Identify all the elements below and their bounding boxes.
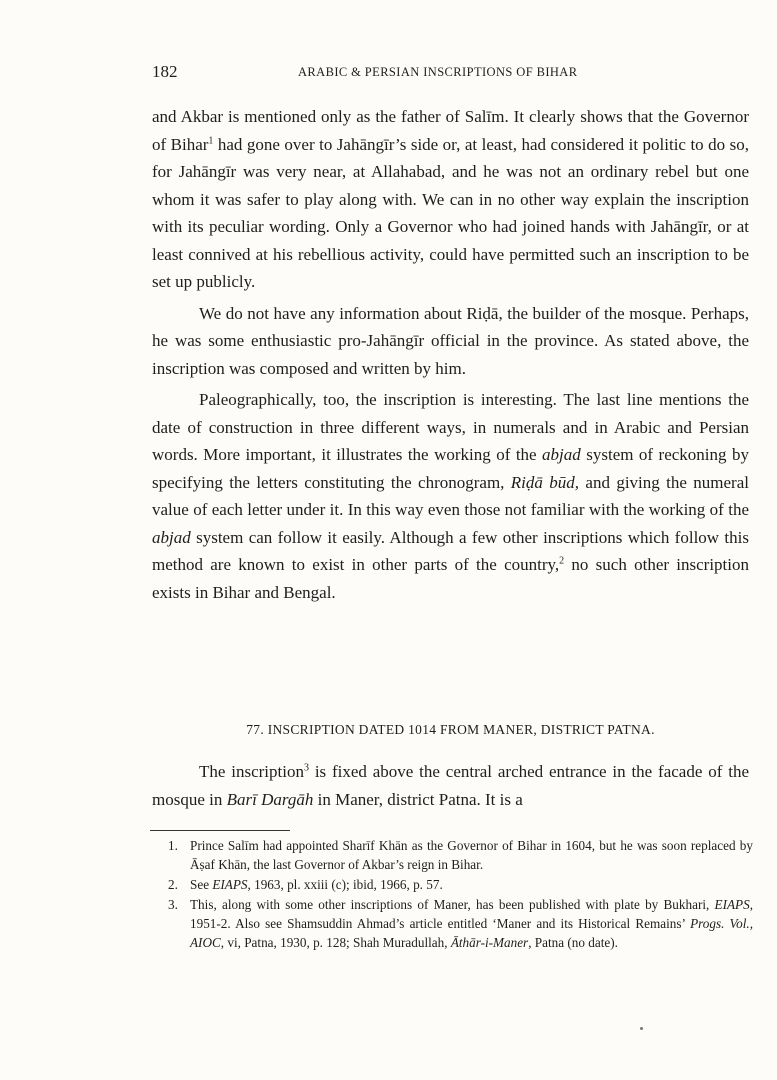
section-text <box>152 758 749 813</box>
term-abjad: abjad <box>152 527 191 547</box>
footnote-ref-2: 2 <box>559 555 565 567</box>
footnote-ref-3: 3 <box>303 762 309 774</box>
footnote-ref-1: 1 <box>208 134 214 146</box>
page-number: 182 <box>152 62 178 81</box>
term-chronogram: Riḍā būd, <box>510 472 580 492</box>
paragraph-3: Paleographically, too, the inscription is interesting. The last line mentions the date of construction in three different ways, in numerals and in Arabic and Persian words. More important, it illustrates the working of the abjad system of reckoning by specifying the letters constituting the chronogram, Riḍā būd, and giving the numeral value of each letter under it. In this way even those not familiar with the working of the abjad system can follow it easily. Although a few other inscriptions which follow this method are known to exist in other parts of the country,$^2$ no such other inscription exists in Bihar and Bengal. <box>152 390 749 602</box>
paragraph-1: and Akbar is mentioned only as the father of Salīm. It clearly shows that the Governor of Bihar$^1$ had gone over to Jahāngīr’s side or, at least, had considered it politic to do so, for Jahāngīr was very near, at Allahabad, and he was not an ordinary rebel but one whom it was safer to play along with. We can in no other way explain the inscription with its peculiar wording. Only a Governor who had joined hands with Jahāngīr, or at least connived at his rebellious activity, could have permitted such an inscription to be set up publicly. <box>152 107 749 291</box>
footnote-divider <box>150 830 290 831</box>
place-name: Barī Dargāh <box>226 789 314 809</box>
page-header <box>152 62 752 84</box>
page-speck <box>640 1027 643 1030</box>
section-heading: 77. INSCRIPTION DATED 1014 FROM MANER, DISTRICT PATNA. <box>246 722 655 737</box>
footnote-2: 2. See EIAPS, 1963, pl. xxiii (c); ibid, 1966, p. 57. <box>168 877 443 892</box>
footnote-1: 1. Prince Salīm had appointed Sharīf Khān as the Governor of Bihar in 1604, but he was soon replaced by Āṣaf Khān, the last Governor of Akbar’s reign in Bihar. <box>168 838 753 872</box>
footnotes <box>168 836 753 953</box>
term-abjad: abjad <box>542 445 581 464</box>
paragraph-4: The inscription$^3$ is fixed above the central arched entrance in the facade of the mosque in Barī Dargāh in Maner, district Patna. It is a <box>152 762 749 809</box>
paragraph-2: We do not have any information about Riḍā, the builder of the mosque. Perhaps, he was some enthusiastic pro-Jahāngīr official in the province. As stated above, the inscription was composed and written by him. <box>152 303 749 378</box>
body-text <box>152 103 749 610</box>
footnote-3: 3. This, along with some other inscriptions of Maner, has been published with plate by Bukhari, EIAPS, 1951-2. Also see Shamsuddin Ahmad’s article entitled ‘Maner and its Historical Remains’ Progs. Vol., AIOC, vi, Patna, 1930, p. 128; Shah Muradullah, Āthār-i-Maner, Patna (no date). <box>168 897 753 950</box>
running-head: ARABIC & PERSIAN INSCRIPTIONS OF BIHAR <box>298 65 578 79</box>
